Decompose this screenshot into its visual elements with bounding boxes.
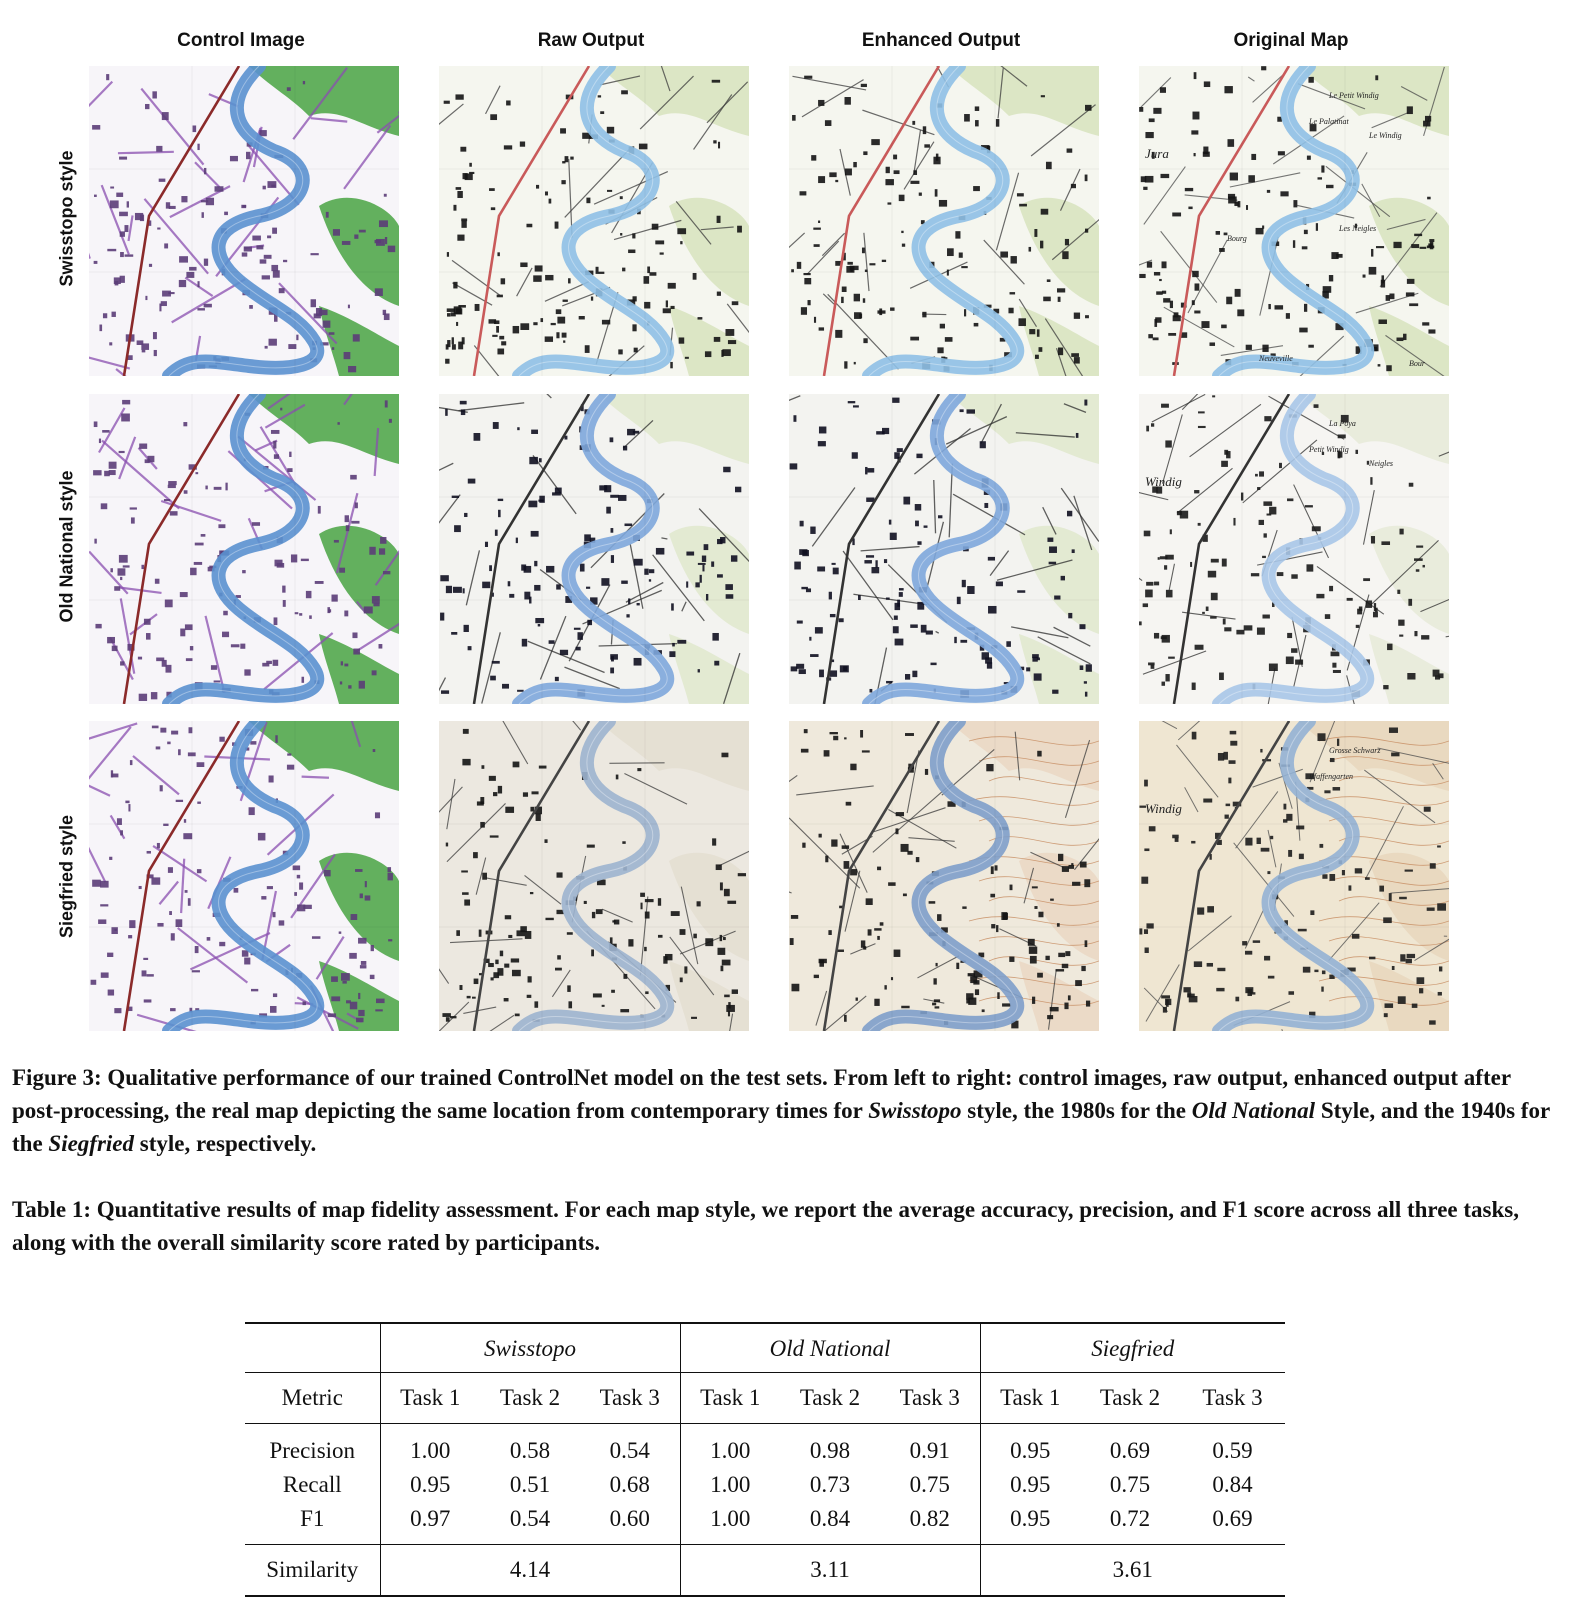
column-header-raw-output: Raw Output: [537, 30, 645, 51]
similarity-old-national: 3.11: [680, 1545, 980, 1597]
figure-caption-text-2: style, the 1980s for the: [961, 1098, 1192, 1123]
table-cell: 0.60: [580, 1502, 680, 1545]
group-header-swisstopo: Swisstopo: [380, 1323, 680, 1373]
results-table: [245, 1322, 1285, 1597]
table-cell: 0.95: [1010, 1438, 1051, 1463]
metric-label: F1: [245, 1502, 380, 1545]
task-header: Task 3: [880, 1373, 980, 1424]
row-label-old-national: Old National style: [56, 470, 77, 623]
table-cell: 0.75: [880, 1468, 980, 1502]
original-map-old-national: [1139, 394, 1449, 704]
task-header: Task 1: [680, 1373, 780, 1424]
figure-caption-text: Figure 3: Qualitative performance of our trained ControlNet model on the test sets. From left to right: control images, raw output, enhanced output after post-processing, the real map depicting the same location from contemporary times for: [12, 1065, 1511, 1123]
figure-caption-text-3: Style, and the 1940s for the: [12, 1098, 1550, 1156]
table-cell: 0.97: [410, 1506, 451, 1531]
map-tile-graphic: [1139, 66, 1449, 376]
table-cell: 0.82: [880, 1502, 980, 1545]
raw-output-old-national: [439, 394, 749, 704]
table-cell: 0.51: [509, 1472, 551, 1497]
original-map-swisstopo: [1139, 66, 1449, 376]
task-header: Task 2: [480, 1373, 580, 1424]
row-label-swisstopo: Swisstopo style: [56, 150, 77, 287]
svg-text:Neigles: Neigles: [1369, 459, 1393, 468]
map-tile-graphic: [439, 66, 749, 376]
svg-text:Le Windig: Le Windig: [1369, 131, 1402, 140]
table-cell: 0.84: [809, 1506, 851, 1531]
svg-text:La Poya: La Poya: [1329, 419, 1356, 428]
task-header: Task 3: [1180, 1373, 1285, 1424]
metric-label: Similarity: [245, 1545, 380, 1597]
svg-text:Bour: Bour: [1409, 359, 1425, 368]
table-cell: 0.98: [809, 1438, 851, 1463]
table-row-similarity: [245, 1545, 1285, 1597]
svg-text:Le Palatinat: Le Palatinat: [1309, 117, 1349, 126]
table-row-f1: [245, 1502, 1285, 1545]
map-tile-graphic: [89, 721, 399, 1031]
svg-text:Jura: Jura: [1145, 146, 1169, 161]
metric-label: Precision: [245, 1424, 380, 1469]
group-header-siegfried: Siegfried: [980, 1323, 1285, 1373]
svg-text:Petit Windig: Petit Windig: [1309, 445, 1349, 454]
svg-text:Neuveville: Neuveville: [1259, 354, 1293, 363]
table-cell: 0.73: [809, 1472, 851, 1497]
control-image-siegfried: [89, 721, 399, 1031]
table-cell: 0.54: [509, 1506, 551, 1531]
table-cell: 0.95: [410, 1472, 451, 1497]
table-cell: 0.59: [1212, 1438, 1253, 1463]
figure-caption-text-4: style, respectively.: [134, 1131, 317, 1156]
group-header-old-national: Old National: [680, 1323, 980, 1373]
svg-text:Bourg: Bourg: [1227, 234, 1247, 243]
column-header-control-image: Control Image: [177, 30, 305, 51]
row-label-siegfried: Siegfried style: [56, 814, 77, 939]
map-tile-graphic: [789, 66, 1099, 376]
task-header: Task 3: [580, 1373, 680, 1424]
map-tile-graphic: [1139, 721, 1449, 1031]
task-header: Task 1: [980, 1373, 1080, 1424]
map-tile-graphic: [1139, 394, 1449, 704]
table-cell: 0.75: [1109, 1472, 1151, 1497]
map-tile-graphic: [89, 66, 399, 376]
table-cell: 1.00: [710, 1472, 751, 1497]
svg-text:Les Neigles: Les Neigles: [1339, 224, 1377, 233]
similarity-siegfried: 3.61: [980, 1545, 1285, 1597]
table-row-precision: [245, 1424, 1285, 1469]
table-empty-cell: [245, 1323, 380, 1373]
similarity-swisstopo: 4.14: [380, 1545, 680, 1597]
figure-caption-italic-swisstopo: Swisstopo: [868, 1098, 962, 1123]
enhanced-output-swisstopo: [789, 66, 1099, 376]
task-header: Task 2: [780, 1373, 880, 1424]
map-tile-graphic: [789, 394, 1099, 704]
svg-text:Grosse Schwarz: Grosse Schwarz: [1329, 746, 1381, 755]
table-cell: 0.69: [1212, 1506, 1253, 1531]
control-image-swisstopo: [89, 66, 399, 376]
table-cell: 1.00: [710, 1506, 751, 1531]
original-map-siegfried: [1139, 721, 1449, 1031]
svg-text:Pfaffengarten: Pfaffengarten: [1309, 772, 1353, 781]
table-cell: 0.95: [1010, 1472, 1051, 1497]
table-cell: 0.91: [880, 1424, 980, 1469]
figure-caption-italic-siegfried: Siegfried: [48, 1131, 135, 1156]
table-cell: 0.58: [509, 1438, 551, 1463]
map-tile-graphic: [439, 721, 749, 1031]
map-tile-graphic: [89, 394, 399, 704]
enhanced-output-old-national: [789, 394, 1099, 704]
figure-caption-italic-old-national: Old National: [1191, 1098, 1316, 1123]
task-header: Task 1: [380, 1373, 480, 1424]
table-cell: 1.00: [710, 1438, 751, 1463]
table-cell: 0.84: [1212, 1472, 1253, 1497]
table-cell: 0.69: [1109, 1438, 1151, 1463]
raw-output-swisstopo: [439, 66, 749, 376]
table-column-header-row: [245, 1373, 1285, 1424]
svg-text:Windig: Windig: [1145, 801, 1182, 816]
table-cell: 0.72: [1109, 1506, 1151, 1531]
metric-header: Metric: [245, 1373, 380, 1424]
metric-label: Recall: [245, 1468, 380, 1502]
svg-text:Windig: Windig: [1145, 474, 1182, 489]
map-tile-graphic: [439, 394, 749, 704]
task-header: Task 2: [1080, 1373, 1180, 1424]
table-cell: 0.95: [1010, 1506, 1051, 1531]
control-image-old-national: [89, 394, 399, 704]
table-caption: Table 1: Quantitative results of map fidelity assessment. For each map style, we report the average accuracy, precision, and F1 score across all three tasks, along with the overall similarity score rated by participants.: [12, 1197, 1519, 1255]
enhanced-output-siegfried: [789, 721, 1099, 1031]
table-cell: 0.68: [580, 1468, 680, 1502]
table-cell: 0.54: [580, 1424, 680, 1469]
raw-output-siegfried: [439, 721, 749, 1031]
column-header-enhanced-output: Enhanced Output: [861, 30, 1021, 51]
table-row-recall: [245, 1468, 1285, 1502]
map-tile-graphic: [789, 721, 1099, 1031]
table-group-header-row: [245, 1323, 1285, 1373]
figure-caption: [12, 1061, 1557, 1160]
column-header-original-map: Original Map: [1233, 30, 1349, 51]
table-cell: 1.00: [410, 1438, 451, 1463]
svg-text:Le Petit Windig: Le Petit Windig: [1329, 91, 1379, 100]
